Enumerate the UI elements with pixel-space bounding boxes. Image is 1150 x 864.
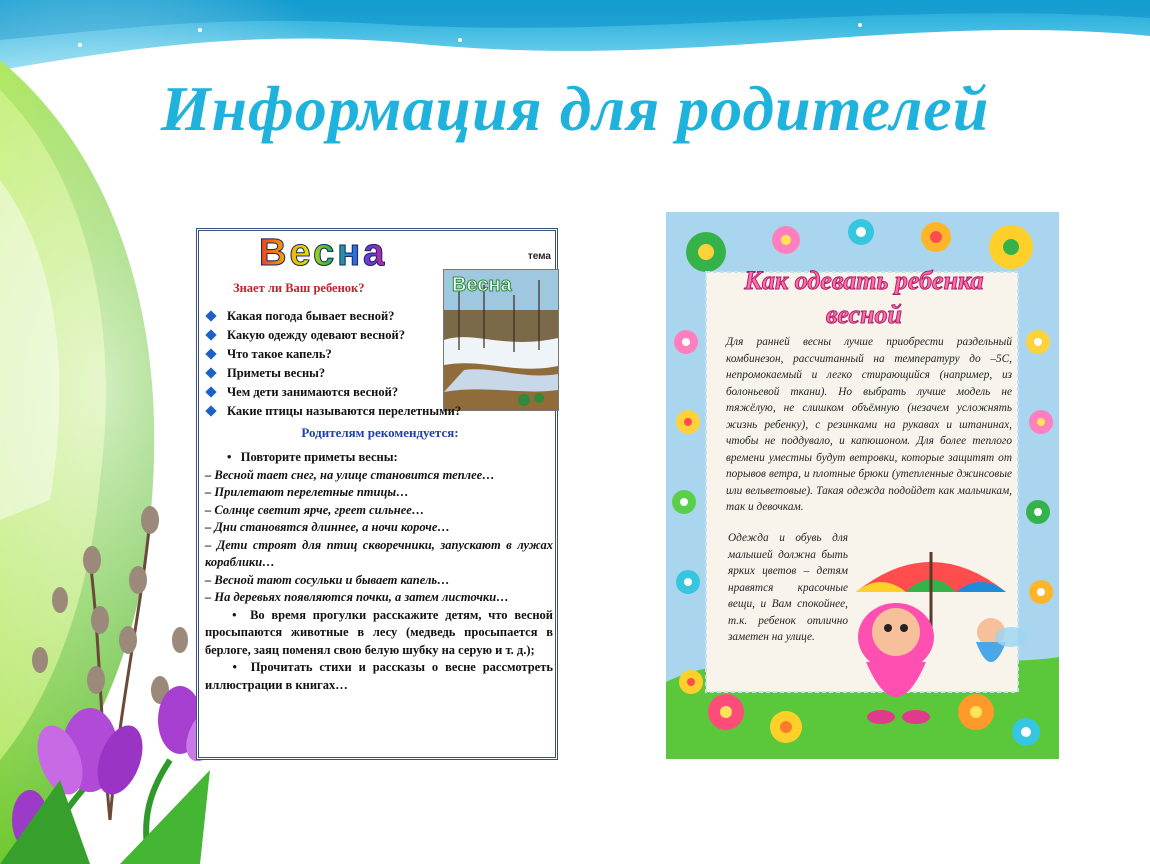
- slide-title: Информация для родителей: [160, 73, 990, 144]
- poster-paragraph-2: Одежда и обувь для малышей должна быть ярких цветов – детям нравятся красочные вещи, и Вам спокойнее, т.к. ребенок отлично заметен на улице.: [728, 532, 848, 643]
- bullet-signs: • Повторите приметы весны:: [227, 450, 398, 464]
- clothing-poster: [666, 212, 1059, 759]
- poster-title: Как одевать ребенка весной: [744, 266, 984, 329]
- diamond-bullet-icon: [205, 367, 216, 378]
- spring-poster: [196, 228, 558, 760]
- diamond-bullet-icon: [205, 386, 216, 397]
- sign-item: – Весной тает снег, на улице становится теплее…: [205, 467, 495, 482]
- diamond-bullet-icon: [205, 310, 216, 321]
- list-item: Чем дети занимаются весной?: [205, 383, 445, 402]
- poster-paragraph: Для ранней весны лучше приобрести раздельный комбинезон, рассчитанный на температуру до –5С, непромокаемый и легко стирающийся (например, из болоньевой ткани). Но выбрать лучше модель не тяжёлую, не слишком объёмную (незачем усложнять жизнь ребенку), с резинками на рукавах и штанинах, чтобы не поддувало, и капюшоном. Для более теплого времени уместны будут ветровки, которые защитят от порывов ветра, и плотные брюки (утепленные джинсовые или вельветовые). Такая одежда подойдет как мальчикам, так и девочкам.: [726, 336, 1012, 513]
- list-item: Какие птицы называются перелетными?: [205, 402, 445, 421]
- diamond-bullet-icon: [205, 348, 216, 359]
- sign-item: – Весной тают сосульки и бывает капель…: [205, 572, 450, 587]
- list-item: Какая погода бывает весной?: [205, 307, 445, 326]
- sign-item: – На деревьях появляются почки, а затем листочки…: [205, 590, 509, 604]
- spring-photo: [443, 269, 559, 411]
- bullet-walk: • Во время прогулки расскажите детям, что весной просыпаются животные в лесу (медведь просыпается в берлоге, заяц поменял свою белую шубку на серую и т. д.);: [205, 607, 553, 657]
- list-item: Что такое капель?: [205, 345, 445, 364]
- diamond-bullet-icon: [205, 329, 216, 340]
- list-item: Приметы весны?: [205, 364, 445, 383]
- diamond-bullet-icon: [205, 405, 216, 416]
- tema-label: тема: [527, 251, 551, 262]
- poster-title: Весна: [259, 232, 388, 274]
- sign-item: – Дети строят для птиц скворечники, запускают в лужах кораблики…: [205, 537, 553, 569]
- sign-item: – Прилетают перелетные птицы…: [205, 485, 409, 499]
- photo-caption: Весна: [452, 274, 512, 296]
- question-heading: Знает ли Ваш ребенок?: [233, 281, 365, 295]
- recommend-body: [205, 449, 553, 694]
- sign-item: – Дни становятся длиннее, а ночи короче…: [205, 520, 450, 534]
- question-list: [205, 307, 462, 421]
- bullet-read: • Прочитать стихи и рассказы о весне рассмотреть иллюстрации в книгах…: [205, 660, 553, 692]
- list-item: Какую одежду одевают весной?: [205, 326, 445, 345]
- sign-item: – Солнце светит ярче, греет сильнее…: [205, 502, 425, 517]
- recommend-heading: Родителям рекомендуется:: [301, 425, 459, 440]
